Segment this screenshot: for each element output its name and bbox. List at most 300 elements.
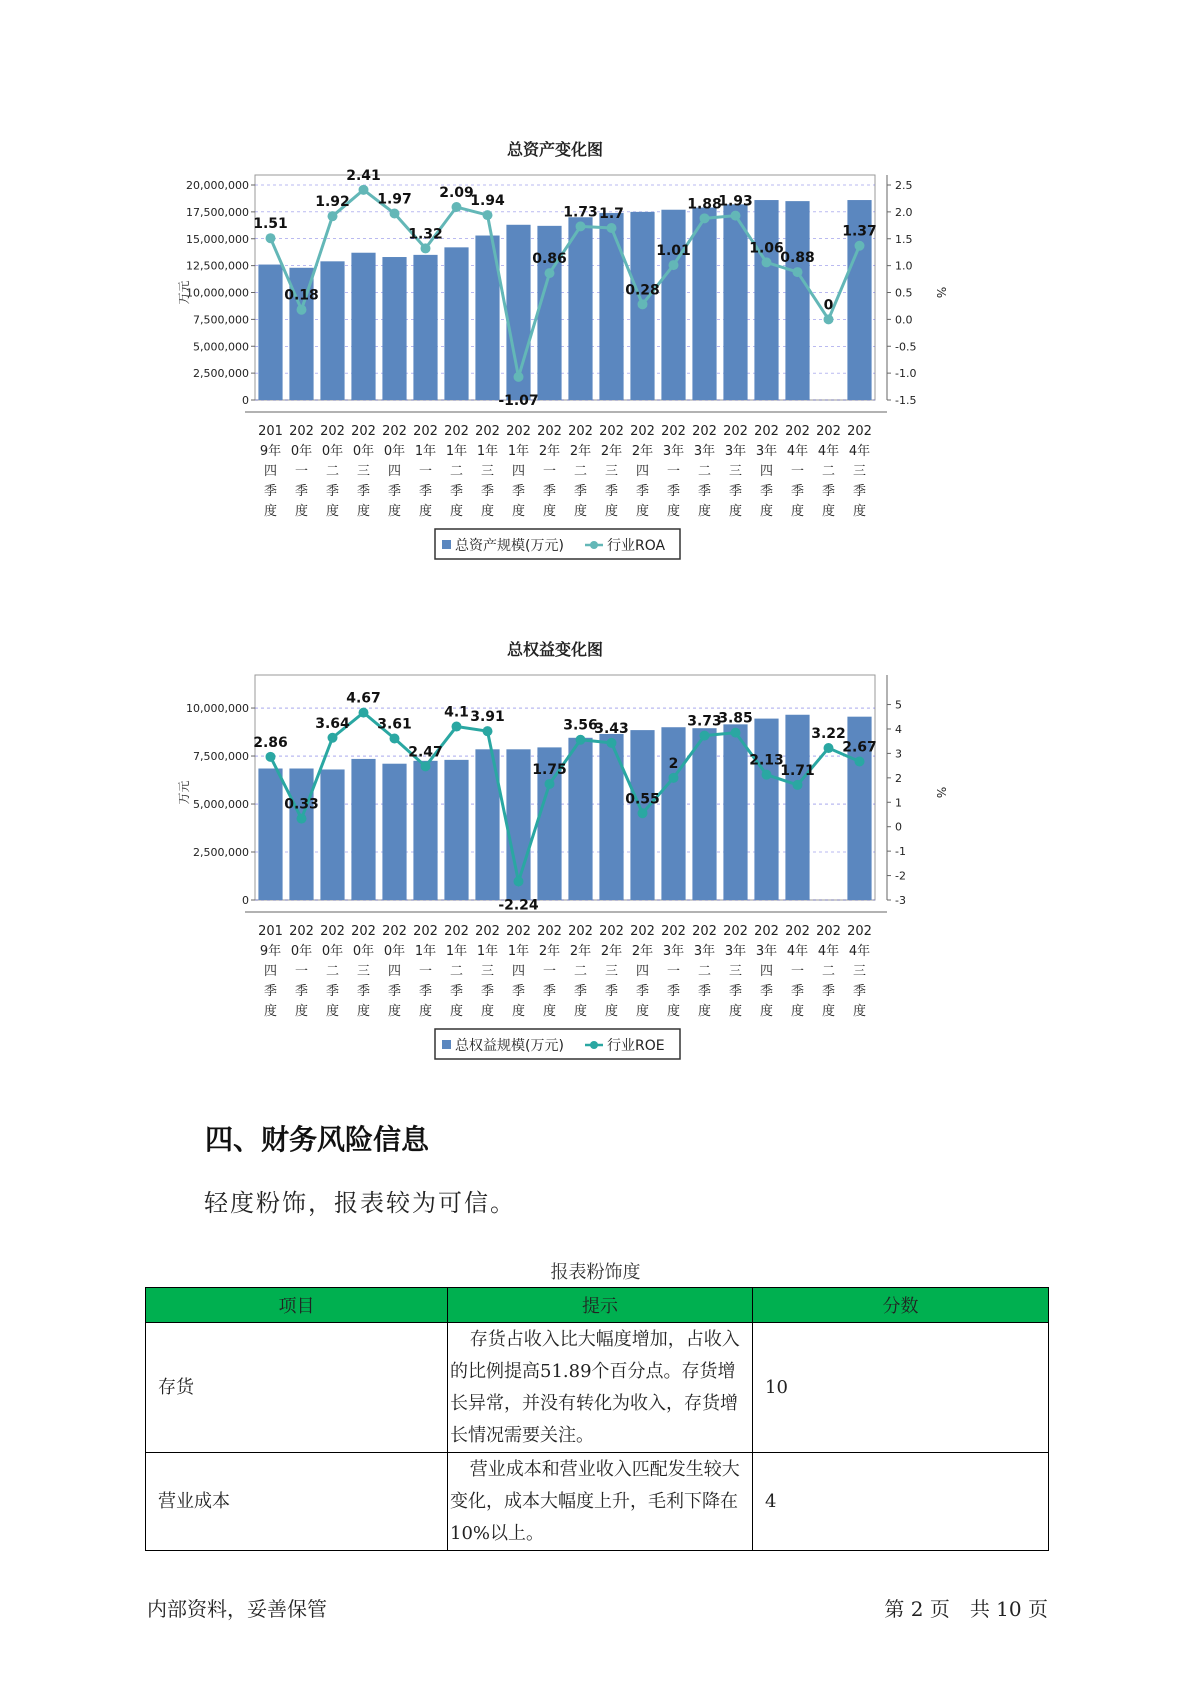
- x-tick-label: 三: [356, 464, 371, 479]
- x-tick-label: 四: [511, 464, 526, 479]
- x-tick-label: 202: [661, 924, 686, 939]
- x-tick-label: 度: [356, 504, 371, 519]
- x-tick-label: 202: [692, 924, 717, 939]
- x-tick-label: 度: [325, 504, 340, 519]
- x-tick-label: 度: [728, 1004, 743, 1019]
- y-tick-label: 10,000,000: [186, 286, 249, 300]
- x-tick-label: 202: [568, 924, 593, 939]
- x-tick-label: 2年: [631, 944, 654, 959]
- x-tick-label: 202: [537, 924, 562, 939]
- line-point: [266, 752, 276, 762]
- x-tick-label: 度: [573, 1004, 588, 1019]
- x-tick-label: 202: [413, 924, 438, 939]
- x-tick-label: 3年: [662, 944, 685, 959]
- data-label: 3.56: [563, 717, 598, 734]
- data-label: 3.85: [718, 710, 753, 727]
- header-score: 分数: [753, 1288, 1049, 1323]
- row-item: 存货: [146, 1323, 448, 1453]
- x-tick-label: 度: [759, 1004, 774, 1019]
- data-label: 0: [823, 297, 834, 314]
- x-tick-label: 季: [449, 984, 464, 999]
- line-point: [793, 267, 803, 277]
- data-label: 3.43: [594, 720, 629, 737]
- header-tip: 提示: [448, 1288, 753, 1323]
- x-tick-label: 4年: [786, 944, 809, 959]
- x-tick-label: 202: [785, 924, 810, 939]
- bar: [320, 769, 344, 900]
- x-tick-label: 季: [480, 484, 495, 499]
- line-point: [731, 728, 741, 738]
- bar: [351, 253, 375, 400]
- data-label: 1.92: [315, 194, 350, 211]
- x-tick-label: 202: [568, 424, 593, 439]
- x-tick-label: 202: [475, 924, 500, 939]
- legend-label-bar: 总资产规模(万元): [455, 538, 564, 554]
- x-tick-label: 季: [573, 984, 588, 999]
- x-tick-label: 4年: [817, 444, 840, 459]
- x-tick-label: 2年: [569, 444, 592, 459]
- y2-tick-label: -3: [895, 894, 906, 907]
- x-tick-label: 202: [630, 924, 655, 939]
- y-tick-label: 10,000,000: [186, 702, 249, 716]
- data-label: 0.28: [625, 282, 660, 299]
- x-tick-label: 202: [444, 424, 469, 439]
- x-tick-label: 季: [263, 984, 278, 999]
- x-tick-label: 202: [506, 924, 531, 939]
- data-label: 0.55: [625, 791, 660, 808]
- bar: [258, 769, 282, 900]
- legend-swatch-bar: [442, 540, 451, 549]
- x-tick-label: 度: [449, 1004, 464, 1019]
- x-tick-label: 2年: [631, 444, 654, 459]
- x-tick-label: 1年: [476, 444, 499, 459]
- y2-tick-label: 1: [895, 796, 902, 810]
- y2-tick-label: -2: [895, 869, 906, 883]
- x-tick-label: 季: [573, 484, 588, 499]
- x-tick-label: 202: [351, 424, 376, 439]
- x-tick-label: 9年: [259, 444, 282, 459]
- data-label: 1.94: [470, 193, 505, 210]
- bar: [785, 715, 809, 900]
- line-point: [390, 734, 400, 744]
- x-tick-label: 202: [661, 424, 686, 439]
- data-label: 3.61: [377, 716, 412, 733]
- line-point: [731, 211, 741, 221]
- x-tick-label: 202: [413, 424, 438, 439]
- legend-swatch-bar: [442, 1040, 451, 1049]
- x-tick-label: 3年: [693, 944, 716, 959]
- y2-tick-label: 2.0: [895, 205, 913, 219]
- bar: [661, 727, 685, 900]
- bar: [661, 210, 685, 400]
- x-tick-label: 一: [666, 464, 681, 479]
- data-label: 1.71: [780, 762, 815, 779]
- plot-area: [255, 675, 875, 900]
- y2-axis-title: %: [934, 286, 948, 299]
- line-point: [545, 268, 555, 278]
- bar: [692, 208, 716, 400]
- x-tick-label: 三: [480, 964, 495, 979]
- bar: [568, 217, 592, 400]
- x-tick-label: 度: [635, 1004, 650, 1019]
- x-tick-label: 0年: [383, 444, 406, 459]
- legend-swatch-point: [590, 1041, 598, 1049]
- x-tick-label: 202: [537, 424, 562, 439]
- x-tick-label: 4年: [848, 944, 871, 959]
- y2-tick-label: -0.5: [895, 340, 917, 354]
- y-tick-label: 0: [242, 894, 249, 907]
- x-tick-label: 季: [325, 984, 340, 999]
- x-tick-label: 0年: [321, 444, 344, 459]
- data-label: 1.88: [687, 196, 722, 213]
- data-label: 3.91: [470, 709, 505, 726]
- x-tick-label: 202: [754, 924, 779, 939]
- y2-axis-title: %: [934, 786, 948, 799]
- x-tick-label: 二: [697, 964, 712, 979]
- x-tick-label: 三: [728, 964, 743, 979]
- x-tick-label: 二: [821, 464, 836, 479]
- whitewash-table: [145, 1287, 1049, 1551]
- x-tick-label: 1年: [414, 444, 437, 459]
- bar: [289, 769, 313, 900]
- line-point: [483, 726, 493, 736]
- data-label: 1.51: [253, 216, 288, 233]
- x-tick-label: 度: [480, 1004, 495, 1019]
- x-tick-label: 0年: [383, 944, 406, 959]
- y2-tick-label: 2: [895, 771, 902, 785]
- x-tick-label: 季: [790, 984, 805, 999]
- x-tick-label: 2年: [538, 444, 561, 459]
- x-tick-label: 季: [604, 984, 619, 999]
- line-point: [669, 260, 679, 270]
- x-tick-label: 9年: [259, 944, 282, 959]
- x-tick-label: 202: [692, 424, 717, 439]
- data-label: 3.64: [315, 715, 350, 732]
- bar: [413, 761, 437, 900]
- x-tick-label: 季: [294, 484, 309, 499]
- data-label: 1.7: [599, 206, 624, 222]
- line-point: [297, 305, 307, 315]
- line-point: [824, 314, 834, 324]
- x-tick-label: 四: [387, 464, 402, 479]
- x-tick-label: 一: [418, 464, 433, 479]
- x-tick-label: 202: [444, 924, 469, 939]
- x-tick-label: 二: [821, 964, 836, 979]
- x-tick-label: 202: [723, 424, 748, 439]
- line-point: [607, 223, 617, 233]
- line-point: [855, 756, 865, 766]
- x-tick-label: 度: [821, 504, 836, 519]
- row-score: 10: [753, 1323, 1049, 1453]
- footer-page-number: 第 2 页 共 10 页: [884, 1597, 1048, 1621]
- x-tick-label: 三: [852, 964, 867, 979]
- y-tick-label: 17,500,000: [186, 205, 249, 219]
- bar: [382, 257, 406, 400]
- x-tick-label: 202: [382, 924, 407, 939]
- data-label: 1.93: [718, 193, 753, 210]
- x-tick-label: 四: [635, 464, 650, 479]
- x-tick-label: 1年: [414, 944, 437, 959]
- x-tick-label: 度: [387, 1004, 402, 1019]
- y2-tick-label: 4: [895, 722, 902, 736]
- data-label: -1.07: [498, 392, 539, 409]
- y2-tick-label: 2.5: [895, 179, 913, 192]
- line-point: [793, 780, 803, 790]
- bar: [413, 255, 437, 400]
- y-tick-label: 12,500,000: [186, 259, 249, 273]
- x-tick-label: 202: [475, 424, 500, 439]
- data-label: 1.06: [749, 240, 784, 257]
- x-tick-label: 季: [387, 484, 402, 499]
- x-tick-label: 季: [542, 984, 557, 999]
- x-tick-label: 季: [511, 984, 526, 999]
- x-tick-label: 度: [294, 504, 309, 519]
- x-tick-label: 202: [816, 924, 841, 939]
- total-assets-chart: [170, 140, 970, 600]
- x-tick-label: 202: [754, 424, 779, 439]
- y2-tick-label: -1: [895, 845, 906, 859]
- line-point: [545, 779, 555, 789]
- data-label: 2.41: [346, 167, 381, 184]
- x-tick-label: 202: [599, 424, 624, 439]
- x-tick-label: 度: [573, 504, 588, 519]
- x-tick-label: 201: [258, 924, 283, 939]
- x-tick-label: 三: [728, 464, 743, 479]
- x-tick-label: 202: [320, 424, 345, 439]
- data-label: 1.01: [656, 243, 691, 260]
- x-tick-label: 1年: [507, 944, 530, 959]
- data-label: 0.86: [532, 251, 567, 268]
- x-tick-label: 202: [382, 424, 407, 439]
- x-tick-label: 度: [356, 1004, 371, 1019]
- x-tick-label: 度: [542, 504, 557, 519]
- bar: [754, 200, 778, 400]
- x-tick-label: 四: [263, 964, 278, 979]
- x-tick-label: 度: [821, 1004, 836, 1019]
- line-point: [514, 372, 524, 382]
- y-axis-title: 万元: [177, 280, 191, 305]
- x-tick-label: 3年: [755, 444, 778, 459]
- data-label: 2.47: [408, 744, 443, 761]
- line-point: [359, 185, 369, 195]
- x-tick-label: 季: [759, 484, 774, 499]
- line-point: [266, 233, 276, 243]
- x-tick-label: 季: [821, 484, 836, 499]
- x-tick-label: 201: [258, 424, 283, 439]
- bar: [723, 204, 747, 400]
- x-tick-label: 一: [790, 464, 805, 479]
- x-tick-label: 季: [666, 984, 681, 999]
- y-tick-label: 2,500,000: [193, 367, 249, 381]
- data-label: 1.32: [408, 226, 443, 243]
- x-tick-label: 202: [320, 924, 345, 939]
- bar: [692, 728, 716, 900]
- data-label: 1.75: [532, 761, 567, 778]
- y-tick-label: 5,000,000: [193, 340, 249, 354]
- x-tick-label: 三: [604, 464, 619, 479]
- x-tick-label: 季: [635, 984, 650, 999]
- x-tick-label: 202: [289, 924, 314, 939]
- x-tick-label: 度: [294, 1004, 309, 1019]
- x-tick-label: 0年: [321, 944, 344, 959]
- line-point: [576, 221, 586, 231]
- footer-confidential: 内部资料，妥善保管: [147, 1597, 327, 1621]
- chart-title: 总资产变化图: [506, 140, 604, 159]
- line-point: [638, 299, 648, 309]
- x-tick-label: 四: [511, 964, 526, 979]
- x-tick-label: 202: [599, 924, 624, 939]
- x-tick-label: 季: [294, 984, 309, 999]
- line-point: [824, 743, 834, 753]
- x-tick-label: 度: [635, 504, 650, 519]
- x-tick-label: 度: [697, 504, 712, 519]
- y-tick-label: 20,000,000: [186, 179, 249, 192]
- x-tick-label: 一: [294, 964, 309, 979]
- line-point: [607, 738, 617, 748]
- bar: [444, 760, 468, 900]
- x-tick-label: 度: [480, 504, 495, 519]
- x-tick-label: 季: [821, 984, 836, 999]
- y-tick-label: 2,500,000: [193, 846, 249, 860]
- line-point: [669, 773, 679, 783]
- x-tick-label: 3年: [693, 444, 716, 459]
- x-tick-label: 度: [325, 1004, 340, 1019]
- x-tick-label: 季: [852, 484, 867, 499]
- x-tick-label: 四: [635, 964, 650, 979]
- x-tick-label: 度: [790, 504, 805, 519]
- x-tick-label: 1年: [445, 944, 468, 959]
- x-tick-label: 202: [816, 424, 841, 439]
- x-tick-label: 0年: [352, 444, 375, 459]
- line-point: [328, 733, 338, 743]
- x-tick-label: 二: [573, 964, 588, 979]
- y2-tick-label: -1.0: [895, 367, 917, 381]
- x-tick-label: 季: [356, 984, 371, 999]
- data-label: 2: [668, 755, 679, 772]
- x-tick-label: 季: [666, 484, 681, 499]
- x-tick-label: 季: [728, 984, 743, 999]
- x-tick-label: 三: [852, 464, 867, 479]
- x-tick-label: 三: [356, 964, 371, 979]
- x-tick-label: 2年: [538, 944, 561, 959]
- x-tick-label: 二: [325, 964, 340, 979]
- x-tick-label: 一: [542, 464, 557, 479]
- x-tick-label: 三: [480, 464, 495, 479]
- y-tick-label: 7,500,000: [193, 313, 249, 327]
- line-point: [421, 761, 431, 771]
- legend-label-bar: 总权益规模(万元): [455, 1038, 564, 1054]
- line-point: [359, 708, 369, 718]
- legend-label-line: 行业ROE: [607, 1038, 665, 1054]
- data-label: 3.73: [687, 713, 722, 730]
- bar: [258, 265, 282, 400]
- x-tick-label: 季: [325, 484, 340, 499]
- y-axis-title: 万元: [177, 780, 191, 805]
- x-tick-label: 202: [506, 424, 531, 439]
- x-tick-label: 度: [449, 504, 464, 519]
- x-tick-label: 季: [635, 484, 650, 499]
- line-point: [421, 243, 431, 253]
- x-tick-label: 一: [294, 464, 309, 479]
- x-tick-label: 度: [511, 1004, 526, 1019]
- x-tick-label: 3年: [662, 444, 685, 459]
- y2-tick-label: 0.5: [895, 286, 913, 300]
- data-label: 2.09: [439, 185, 474, 202]
- x-tick-label: 3年: [724, 944, 747, 959]
- x-tick-label: 202: [289, 424, 314, 439]
- y2-tick-label: 1.5: [895, 232, 913, 246]
- y-tick-label: 7,500,000: [193, 750, 249, 764]
- row-item: 营业成本: [146, 1453, 448, 1551]
- x-tick-label: 四: [759, 964, 774, 979]
- x-tick-label: 季: [480, 984, 495, 999]
- y2-tick-label: 0: [895, 820, 902, 834]
- x-tick-label: 季: [759, 984, 774, 999]
- row-tip: 营业成本和营业收入匹配发生较大变化，成本大幅度上升，毛利下降在10%以上。: [448, 1453, 753, 1551]
- y2-tick-label: -1.5: [895, 394, 917, 407]
- data-label: 1.73: [563, 204, 598, 221]
- x-tick-label: 度: [790, 1004, 805, 1019]
- table-caption: 报表粉饰度: [550, 1262, 641, 1283]
- x-tick-label: 度: [542, 1004, 557, 1019]
- x-tick-label: 季: [852, 984, 867, 999]
- table-row: [146, 1323, 1049, 1453]
- x-tick-label: 一: [666, 964, 681, 979]
- x-tick-label: 度: [511, 504, 526, 519]
- x-tick-label: 202: [630, 424, 655, 439]
- x-tick-label: 度: [604, 504, 619, 519]
- x-tick-label: 度: [852, 504, 867, 519]
- x-tick-label: 四: [263, 464, 278, 479]
- total-equity-chart: [170, 640, 970, 1100]
- bar: [444, 247, 468, 400]
- bar: [785, 201, 809, 400]
- x-tick-label: 1年: [507, 444, 530, 459]
- x-tick-label: 季: [511, 484, 526, 499]
- x-tick-label: 度: [263, 1004, 278, 1019]
- x-tick-label: 202: [847, 424, 872, 439]
- data-label: 2.67: [842, 739, 877, 756]
- x-tick-label: 季: [728, 484, 743, 499]
- risk-summary: 轻度粉饰，报表较为可信。: [204, 1189, 516, 1217]
- table-row: [146, 1453, 1049, 1551]
- bar: [754, 719, 778, 900]
- x-tick-label: 季: [387, 984, 402, 999]
- line-point: [297, 814, 307, 824]
- x-tick-label: 度: [759, 504, 774, 519]
- y2-tick-label: 1.0: [895, 259, 913, 273]
- x-tick-label: 四: [387, 964, 402, 979]
- x-tick-label: 季: [356, 484, 371, 499]
- line-point: [762, 257, 772, 267]
- x-tick-label: 二: [697, 464, 712, 479]
- x-tick-label: 2年: [600, 444, 623, 459]
- x-tick-label: 三: [604, 964, 619, 979]
- line-point: [762, 770, 772, 780]
- line-point: [514, 876, 524, 886]
- row-score: 4: [753, 1453, 1049, 1551]
- x-tick-label: 度: [387, 504, 402, 519]
- x-tick-label: 1年: [445, 444, 468, 459]
- x-tick-label: 二: [449, 964, 464, 979]
- row-tip: 存货占收入比大幅度增加，占收入的比例提高51.89个百分点。存货增长异常，并没有转化为收入，存货增长情况需要关注。: [448, 1323, 753, 1453]
- x-tick-label: 0年: [290, 444, 313, 459]
- data-label: 0.33: [284, 796, 319, 813]
- line-point: [576, 735, 586, 745]
- data-label: 3.22: [811, 726, 846, 743]
- bar: [568, 738, 592, 900]
- x-tick-label: 度: [697, 1004, 712, 1019]
